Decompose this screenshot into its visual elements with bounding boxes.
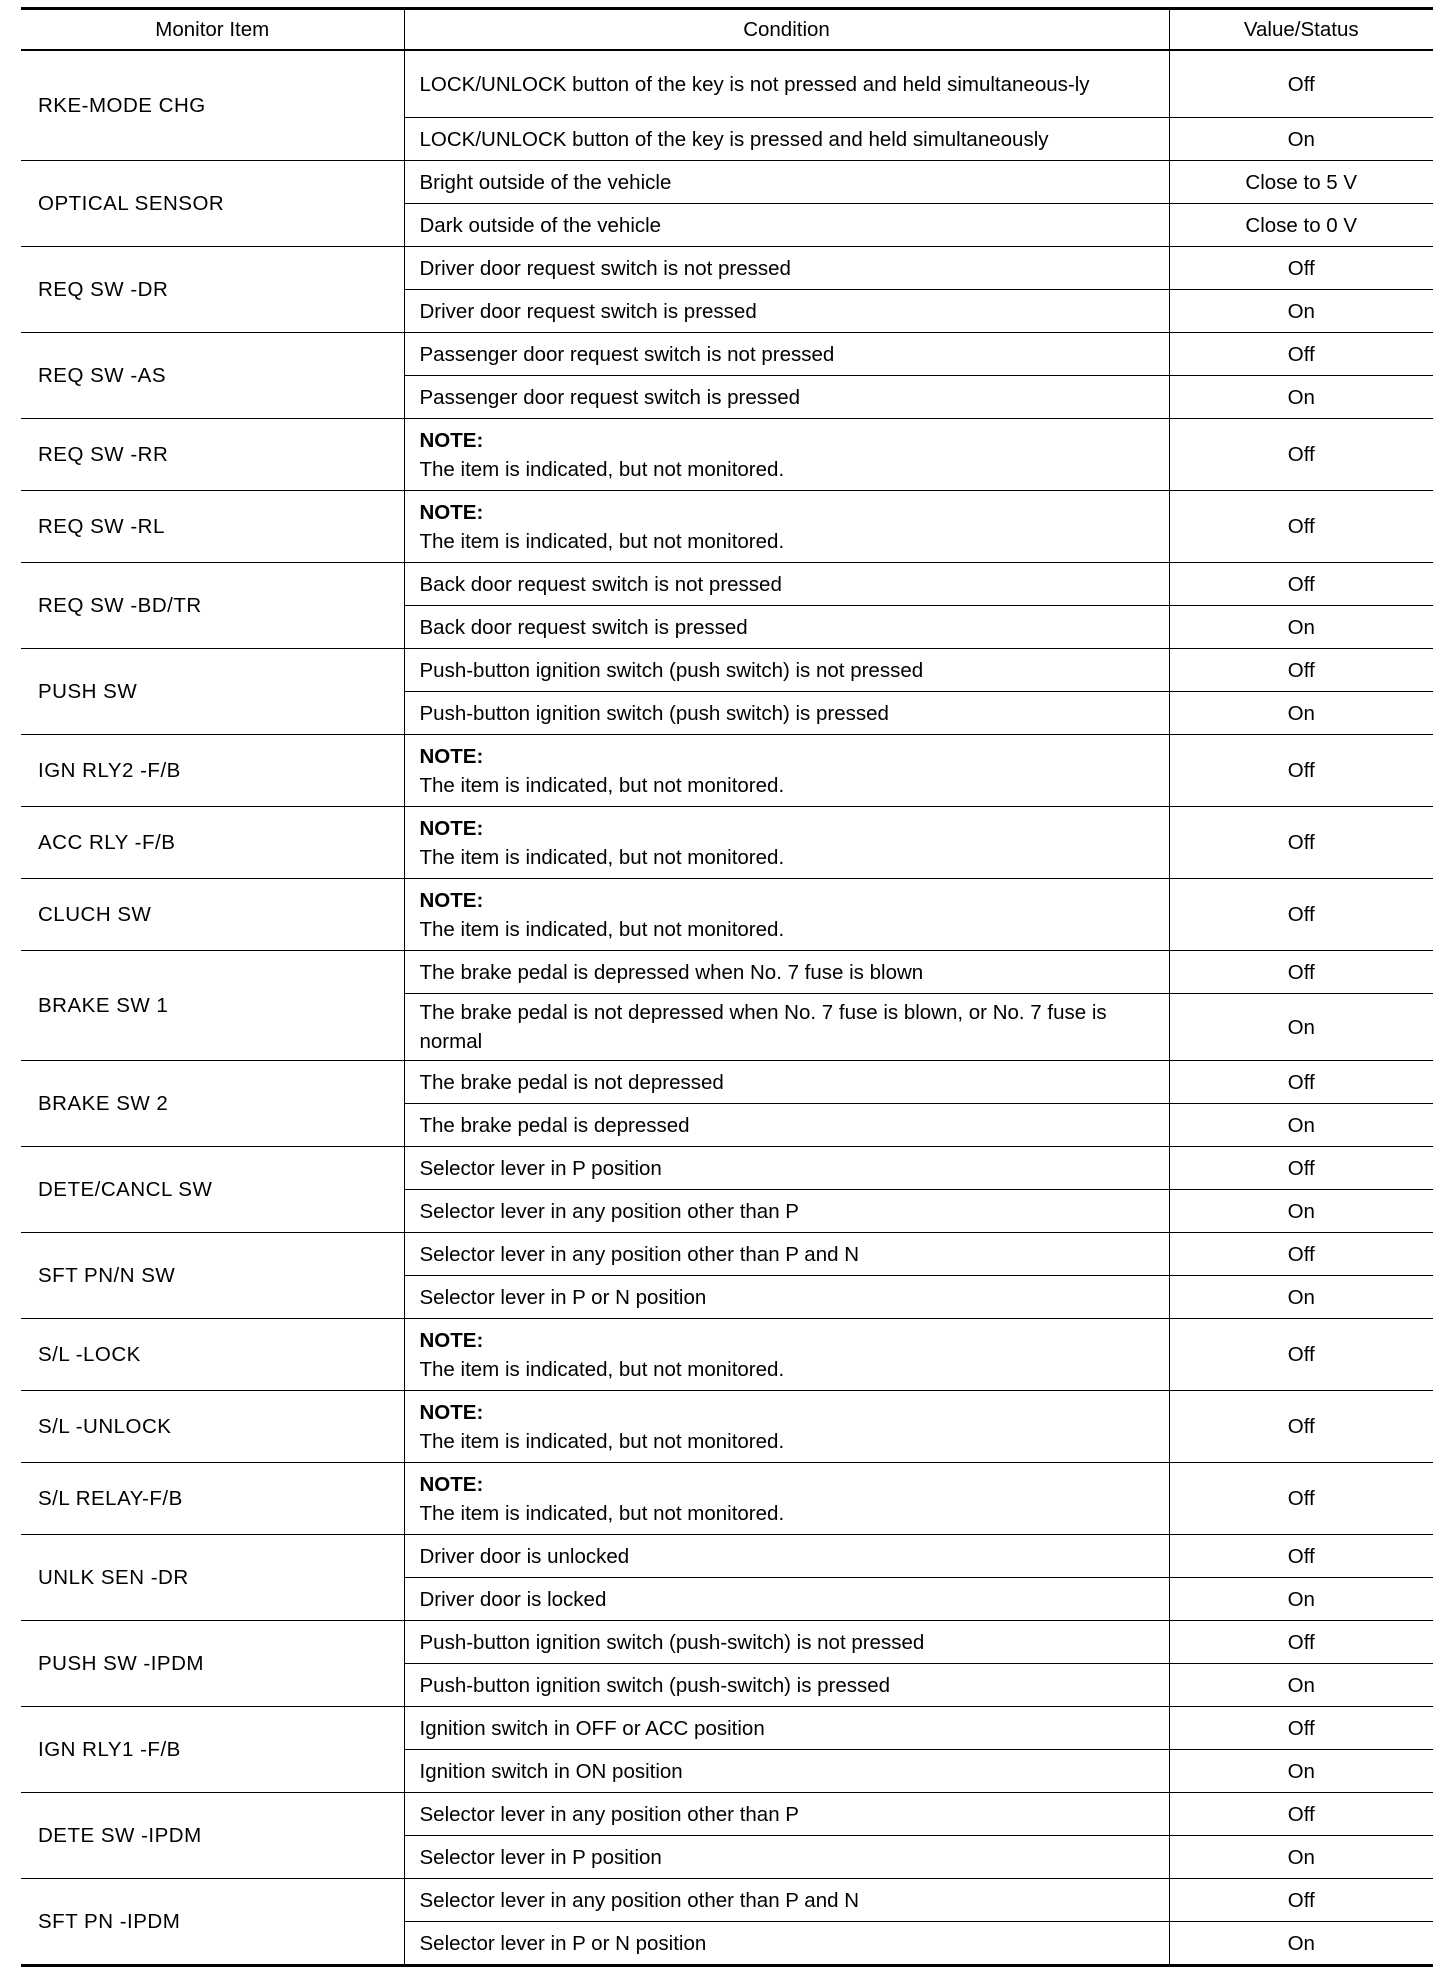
condition-cell: Passenger door request switch is pressed — [404, 376, 1169, 419]
condition-cell — [404, 735, 1169, 807]
table-row — [21, 1793, 1433, 1836]
condition-cell: Selector lever in P or N position — [404, 1276, 1169, 1319]
condition-cell: Selector lever in P position — [404, 1147, 1169, 1190]
value-status-cell: On — [1169, 290, 1433, 333]
monitor-item-cell: S/L -UNLOCK — [21, 1391, 404, 1463]
condition-cell: Driver door is locked — [404, 1578, 1169, 1621]
value-status-cell: Off — [1169, 50, 1433, 118]
monitor-item-cell: BRAKE SW 2 — [21, 1061, 404, 1147]
note-text: The item is indicated, but not monitored. — [419, 457, 785, 481]
note-label: NOTE: — [419, 1400, 484, 1424]
condition-cell: Selector lever in any position other than P and N — [404, 1233, 1169, 1276]
value-status-cell: On — [1169, 1922, 1433, 1966]
table-row — [21, 1879, 1433, 1922]
note-text: The item is indicated, but not monitored. — [419, 845, 785, 869]
condition-cell: Selector lever in any position other than P and N — [404, 1879, 1169, 1922]
value-status-cell: On — [1169, 1104, 1433, 1147]
condition-cell: The brake pedal is not depressed — [404, 1061, 1169, 1104]
table-row — [21, 1621, 1433, 1664]
value-status-cell: Close to 5 V — [1169, 161, 1433, 204]
condition-cell: Back door request switch is pressed — [404, 606, 1169, 649]
condition-cell: Driver door request switch is not pressed — [404, 247, 1169, 290]
value-status-cell: On — [1169, 994, 1433, 1061]
condition-cell — [404, 491, 1169, 563]
note-text: The item is indicated, but not monitored. — [419, 1429, 785, 1453]
value-status-cell: Off — [1169, 563, 1433, 606]
table-row — [21, 1319, 1433, 1391]
monitor-item-cell: REQ SW -RL — [21, 491, 404, 563]
monitor-item-cell: IGN RLY1 -F/B — [21, 1707, 404, 1793]
value-status-cell: Off — [1169, 807, 1433, 879]
value-status-cell: On — [1169, 1836, 1433, 1879]
header-condition: Condition — [404, 9, 1169, 51]
monitor-item-cell: REQ SW -RR — [21, 419, 404, 491]
monitor-item-cell: OPTICAL SENSOR — [21, 161, 404, 247]
value-status-cell: Off — [1169, 1793, 1433, 1836]
condition-cell: Bright outside of the vehicle — [404, 161, 1169, 204]
value-status-cell: Off — [1169, 1233, 1433, 1276]
value-status-cell: Off — [1169, 649, 1433, 692]
monitor-item-cell: S/L -LOCK — [21, 1319, 404, 1391]
table-row — [21, 161, 1433, 204]
note-text: The item is indicated, but not monitored. — [419, 1357, 785, 1381]
note-text: The item is indicated, but not monitored. — [419, 1501, 785, 1525]
monitor-item-cell: UNLK SEN -DR — [21, 1535, 404, 1621]
value-status-cell: Off — [1169, 333, 1433, 376]
table-row — [21, 1535, 1433, 1578]
monitor-item-cell: PUSH SW — [21, 649, 404, 735]
value-status-cell: On — [1169, 1276, 1433, 1319]
value-status-cell: On — [1169, 1190, 1433, 1233]
condition-cell — [404, 1463, 1169, 1535]
table-row — [21, 951, 1433, 994]
condition-cell: The brake pedal is not depressed when No. 7 fuse is blown, or No. 7 fuse is normal — [404, 994, 1169, 1061]
value-status-cell: Off — [1169, 735, 1433, 807]
condition-cell: Dark outside of the vehicle — [404, 204, 1169, 247]
value-status-cell: On — [1169, 1750, 1433, 1793]
note-label: NOTE: — [419, 816, 484, 840]
note-label: NOTE: — [419, 888, 484, 912]
condition-cell — [404, 1319, 1169, 1391]
value-status-cell: Off — [1169, 1879, 1433, 1922]
condition-cell — [404, 879, 1169, 951]
value-status-cell: On — [1169, 1664, 1433, 1707]
value-status-cell: Off — [1169, 1391, 1433, 1463]
value-status-cell: Off — [1169, 1535, 1433, 1578]
condition-cell: Push-button ignition switch (push-switch) is not pressed — [404, 1621, 1169, 1664]
monitor-item-cell: BRAKE SW 1 — [21, 951, 404, 1061]
monitor-item-cell: DETE/CANCL SW — [21, 1147, 404, 1233]
table-row — [21, 419, 1433, 491]
table-row — [21, 1061, 1433, 1104]
condition-cell: The brake pedal is depressed when No. 7 fuse is blown — [404, 951, 1169, 994]
condition-cell: Ignition switch in ON position — [404, 1750, 1169, 1793]
note-label: NOTE: — [419, 428, 484, 452]
table-row — [21, 649, 1433, 692]
condition-cell: Selector lever in P position — [404, 1836, 1169, 1879]
condition-cell: Passenger door request switch is not pressed — [404, 333, 1169, 376]
condition-cell — [404, 1391, 1169, 1463]
monitor-item-cell: ACC RLY -F/B — [21, 807, 404, 879]
value-status-cell: Off — [1169, 1147, 1433, 1190]
table-row — [21, 247, 1433, 290]
table-row — [21, 1707, 1433, 1750]
value-status-cell: Off — [1169, 491, 1433, 563]
note-label: NOTE: — [419, 744, 484, 768]
condition-cell: Selector lever in any position other than P — [404, 1190, 1169, 1233]
table-row — [21, 1233, 1433, 1276]
monitor-item-cell: S/L RELAY-F/B — [21, 1463, 404, 1535]
condition-cell: Ignition switch in OFF or ACC position — [404, 1707, 1169, 1750]
value-status-cell: On — [1169, 1578, 1433, 1621]
header-monitor-item: Monitor Item — [21, 9, 404, 51]
note-label: NOTE: — [419, 500, 484, 524]
value-status-cell: Off — [1169, 1319, 1433, 1391]
value-status-cell: Off — [1169, 1621, 1433, 1664]
table-row — [21, 333, 1433, 376]
value-status-cell: Off — [1169, 951, 1433, 994]
monitor-item-cell: REQ SW -DR — [21, 247, 404, 333]
table-row — [21, 563, 1433, 606]
value-status-cell: Off — [1169, 247, 1433, 290]
table-row — [21, 807, 1433, 879]
note-text: The item is indicated, but not monitored. — [419, 529, 785, 553]
value-status-cell: On — [1169, 118, 1433, 161]
note-label: NOTE: — [419, 1472, 484, 1496]
note-label: NOTE: — [419, 1328, 484, 1352]
header-row — [21, 9, 1433, 51]
condition-cell: Push-button ignition switch (push switch) is not pressed — [404, 649, 1169, 692]
table-row — [21, 1147, 1433, 1190]
condition-cell: Driver door is unlocked — [404, 1535, 1169, 1578]
monitor-item-cell: REQ SW -BD/TR — [21, 563, 404, 649]
table-row — [21, 1391, 1433, 1463]
condition-cell: Driver door request switch is pressed — [404, 290, 1169, 333]
value-status-cell: On — [1169, 692, 1433, 735]
monitor-item-cell: CLUCH SW — [21, 879, 404, 951]
monitor-item-cell: PUSH SW -IPDM — [21, 1621, 404, 1707]
condition-cell: Selector lever in P or N position — [404, 1922, 1169, 1966]
condition-cell: LOCK/UNLOCK button of the key is pressed and held simultaneously — [404, 118, 1169, 161]
monitor-item-cell: IGN RLY2 -F/B — [21, 735, 404, 807]
value-status-cell: On — [1169, 606, 1433, 649]
monitor-item-cell: RKE-MODE CHG — [21, 50, 404, 161]
table-row — [21, 879, 1433, 951]
condition-cell: Push-button ignition switch (push switch) is pressed — [404, 692, 1169, 735]
note-text: The item is indicated, but not monitored. — [419, 773, 785, 797]
value-status-cell: Off — [1169, 419, 1433, 491]
condition-cell: Push-button ignition switch (push-switch) is pressed — [404, 1664, 1169, 1707]
monitor-item-cell: DETE SW -IPDM — [21, 1793, 404, 1879]
condition-cell: Back door request switch is not pressed — [404, 563, 1169, 606]
value-status-cell: Off — [1169, 1061, 1433, 1104]
header-value-status: Value/Status — [1169, 9, 1433, 51]
condition-cell: The brake pedal is depressed — [404, 1104, 1169, 1147]
value-status-cell: Off — [1169, 879, 1433, 951]
table-row — [21, 735, 1433, 807]
condition-cell — [404, 419, 1169, 491]
table-row — [21, 491, 1433, 563]
condition-cell — [404, 807, 1169, 879]
value-status-cell: Close to 0 V — [1169, 204, 1433, 247]
monitor-item-cell: REQ SW -AS — [21, 333, 404, 419]
table-body — [21, 50, 1433, 1966]
monitor-item-cell: SFT PN -IPDM — [21, 1879, 404, 1966]
condition-cell: LOCK/UNLOCK button of the key is not pressed and held simultaneous-ly — [404, 50, 1169, 118]
condition-cell: Selector lever in any position other than P — [404, 1793, 1169, 1836]
value-status-cell: Off — [1169, 1707, 1433, 1750]
monitor-item-table — [21, 7, 1433, 1967]
value-status-cell: Off — [1169, 1463, 1433, 1535]
monitor-item-cell: SFT PN/N SW — [21, 1233, 404, 1319]
table-row — [21, 50, 1433, 118]
value-status-cell: On — [1169, 376, 1433, 419]
note-text: The item is indicated, but not monitored. — [419, 917, 785, 941]
table-row — [21, 1463, 1433, 1535]
